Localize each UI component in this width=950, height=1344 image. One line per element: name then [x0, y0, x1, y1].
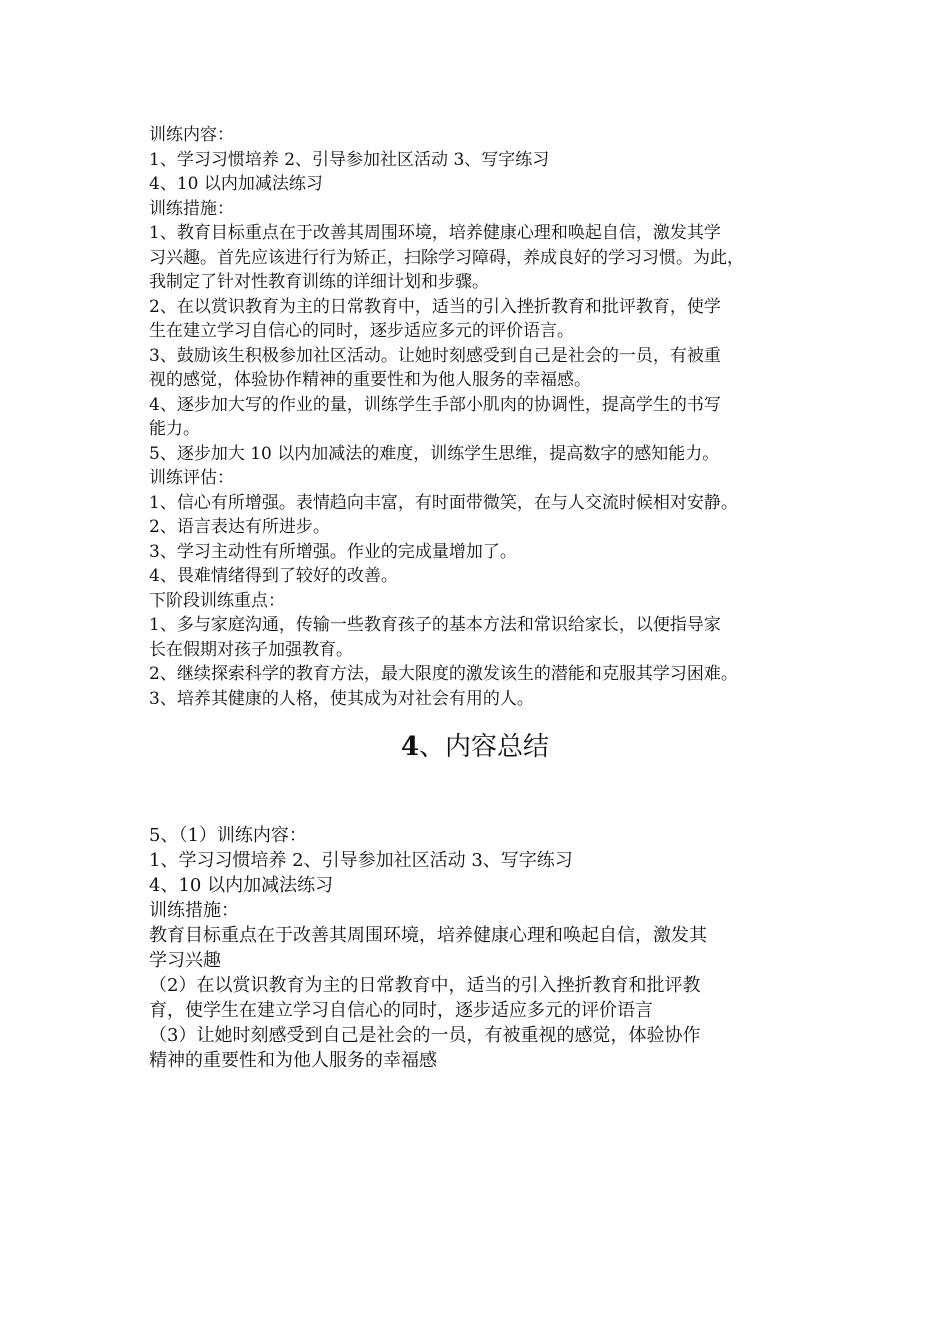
section-heading	[0, 730, 950, 764]
text-line: 1、教育目标重点在于改善其周围环境，培养健康心理和唤起自信，激发其学	[149, 223, 721, 243]
text-line: 5、（1）训练内容：	[149, 825, 307, 846]
text-line: 4、10 以内加减法练习	[149, 174, 323, 194]
text-line: 3、鼓励该生积极参加社区活动。让她时刻感受到自己是社会的一员，有被重	[149, 345, 721, 366]
text-line: 1、学习习惯培养 2、引导参加社区活动 3、写字练习	[149, 850, 573, 871]
text-line: 训练措施：	[149, 198, 234, 219]
text-line: 2、在以赏识教育为主的日常教育中，适当的引入挫折教育和批评教育，使学	[149, 296, 721, 317]
text-line: 1、信心有所增强。表情趋向丰富，有时面带微笑，在与人交流时候相对安静。	[149, 492, 738, 513]
heading-text: 、内容总结	[419, 732, 550, 762]
text-line: 1、学习习惯培养 2、引导参加社区活动 3、写字练习	[149, 149, 550, 170]
heading-number: 4	[400, 732, 420, 762]
text-line: 3、培养其健康的人格，使其成为对社会有用的人。	[149, 688, 534, 709]
text-line: 训练措施：	[149, 900, 239, 921]
text-line: 2、语言表达有所进步。	[149, 517, 330, 537]
text-line: 训练评估：	[149, 468, 234, 488]
text-line: 4、10 以内加减法练习	[149, 875, 334, 896]
text-line: 4、逐步加大写的作业的量，训练学生手部小肌肉的协调性，提高学生的书写	[149, 394, 721, 415]
text-line: 生在建立学习自信心的同时，逐步适应多元的评价语言。	[149, 321, 574, 341]
text-line: 训练内容：	[149, 125, 234, 145]
text-line: 能力。	[149, 419, 200, 439]
text-line: 2、继续探索科学的教育方法，最大限度的激发该生的潜能和克服其学习困难。	[149, 664, 738, 684]
text-line: 4、畏难情绪得到了较好的改善。	[149, 566, 398, 586]
text-line: 长在假期对孩子加强教育。	[149, 639, 353, 660]
content-summary-section	[149, 823, 814, 1073]
text-line: 我制定了针对性教育训练的详细计划和步骤。	[149, 272, 489, 292]
text-line: 1、多与家庭沟通，传输一些教育孩子的基本方法和常识给家长，以便指导家	[149, 615, 721, 635]
text-line: 习兴趣。首先应该进行行为矫正，扫除学习障碍，养成良好的学习习惯。为此，	[149, 247, 744, 268]
text-line: 视的感觉，体验协作精神的重要性和为他人服务的幸福感。	[149, 370, 591, 390]
text-line: （3）让她时刻感受到自己是社会的一员，有被重视的感觉，体验协作	[149, 1025, 701, 1046]
text-line: 下阶段训练重点：	[149, 590, 285, 611]
text-line: 教育目标重点在于改善其周围环境，培养健康心理和唤起自信，激发其	[149, 925, 707, 946]
text-line: 3、学习主动性有所增强。作业的完成量增加了。	[149, 541, 517, 562]
text-line: （2）在以赏识教育为主的日常教育中，适当的引入挫折教育和批评教	[149, 975, 701, 996]
text-line: 5、逐步加大 10 以内加减法的难度，训练学生思维，提高数字的感知能力。	[149, 443, 720, 464]
training-report-section	[149, 123, 814, 711]
text-line: 育，使学生在建立学习自信心的同时，逐步适应多元的评价语言	[149, 1000, 653, 1021]
text-line: 学习兴趣	[149, 950, 221, 971]
text-line: 精神的重要性和为他人服务的幸福感	[149, 1050, 437, 1071]
